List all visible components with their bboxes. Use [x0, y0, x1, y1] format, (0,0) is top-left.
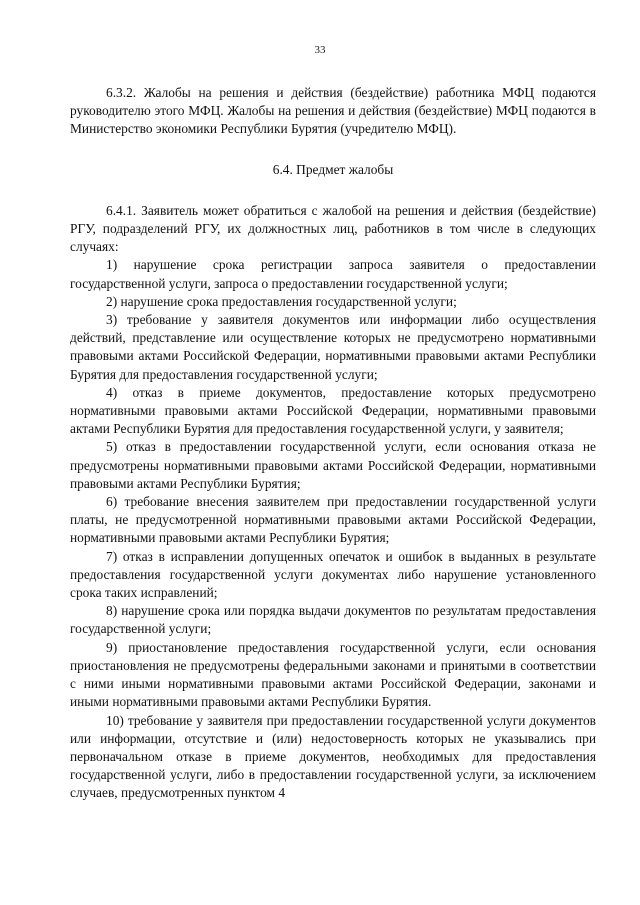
paragraph-6-3-2: 6.3.2. Жалобы на решения и действия (бездействие) работника МФЦ подаются руководителю этого МФЦ. Жалобы на решения и действия (бездействие) МФЦ подаются в Министерство экономики Республики Бурятия (учредителю МФЦ).	[70, 85, 596, 137]
page-number: 33	[314, 44, 326, 56]
list-item-6: 6) требование внесения заявителем при предоставлении государственной услуги платы, не предусмотренной нормативными правовыми актами Российской Федерации, нормативными правовыми актами Республики Бурятия;	[70, 494, 596, 546]
list-item-8: 8) нарушение срока или порядка выдачи документов по результатам предоставления государственной услуги;	[70, 603, 596, 637]
paragraph-6-4-1: 6.4.1. Заявитель может обратиться с жалобой на решения и действия (бездействие) РГУ, подразделений РГУ, их должностных лиц, работников в том числе в следующих случаях:	[70, 202, 596, 255]
list-item-9: 9) приостановление предоставления государственной услуги, если основания приостановления не предусмотрены федеральными законами и принятыми в соответствии с ними иными нормативными правовыми актами Российской Федерации, законами и иными нормативными правовыми актами Республики Бурятия.	[70, 639, 596, 710]
list-item-2: 2) нарушение срока предоставления государственной услуги;	[106, 293, 457, 309]
page-content	[70, 84, 596, 803]
section-heading: 6.4. Предмет жалобы	[272, 161, 394, 177]
list-item-5: 5) отказ в предоставлении государственной услуги, если основания отказа не предусмотрены нормативными правовыми актами Российской Федерации, нормативными правовыми актами Республики Бурятия;	[70, 439, 596, 491]
list-item-4: 4) отказ в приеме документов, предоставление которых предусмотрено нормативными правовыми актами Российской Федерации, нормативными правовыми актами Республики Бурятия для предоставления государственной услуги, у заявителя;	[70, 384, 596, 437]
list-item-3: 3) требование у заявителя документов или информации либо осуществления действий, представление или осуществление которых не предусмотрено нормативными правовыми актами Российской Федерации, нормативными правовыми актами Республики Бурятия для предоставления государственной услуги;	[70, 312, 596, 382]
list-item-1: 1) нарушение срока регистрации запроса заявителя о предоставлении государственной услуги, запроса о предоставлении государственной услуги;	[70, 257, 596, 291]
list-item-7: 7) отказ в исправлении допущенных опечаток и ошибок в выданных в результате предоставления государственной услуги документах либо нарушение установленного срока таких исправлений;	[70, 548, 596, 601]
list-item-10: 10) требование у заявителя при предоставлении государственной услуги документов или информации, отсутствие и (или) недостоверность которых не указывались при первоначальном отказе в приеме документов, необходимых для предоставления государственной услуги, либо в предоставлении государственной услуги, за исключением случаев, предусмотренных пунктом 4	[70, 712, 596, 801]
